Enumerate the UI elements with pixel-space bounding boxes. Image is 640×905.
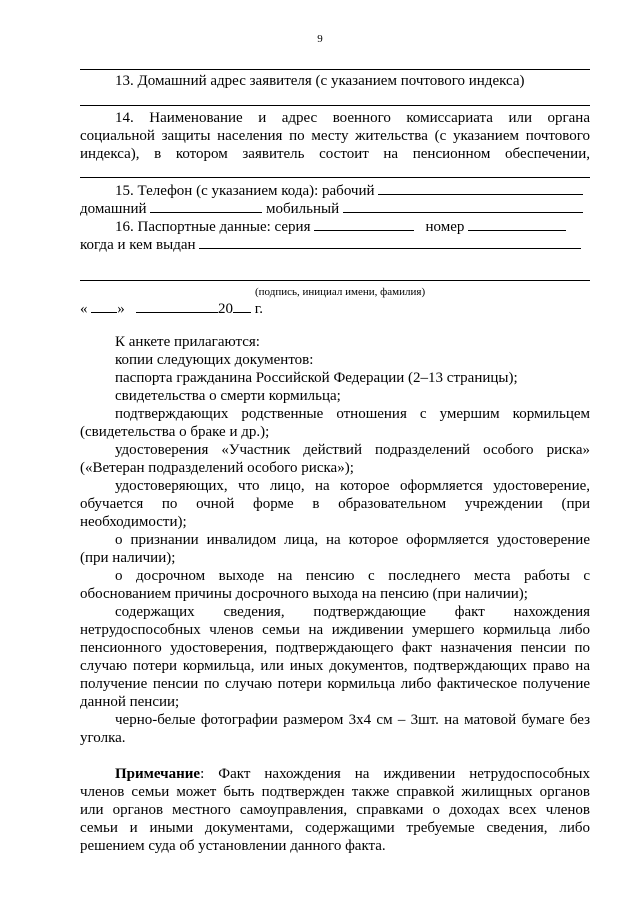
passport-series-label: 16. Паспортные данные: серия (115, 219, 311, 235)
attachment-line: получение пенсии по случаю потери кормильца либо фактическое получение (80, 676, 590, 692)
note-label: Примечание (115, 766, 201, 782)
phone-label: 15. Телефон (с указанием кода): рабочий (115, 183, 375, 199)
attachment-line: черно-белые фотографии размером 3х4 см – 3шт. на матовой бумаге без (115, 712, 590, 728)
item-16-line2 (80, 234, 581, 254)
attachment-line: паспорта гражданина Российской Федерации (2–13 страницы); (115, 370, 518, 386)
work-phone-blank (378, 180, 583, 195)
signature-caption: (подпись, инициал имени, фамилия) (255, 286, 426, 298)
attachment-line: (при наличии); (80, 550, 176, 566)
year-prefix: 20 (218, 301, 233, 317)
mobile-phone-label: мобильный (266, 201, 340, 217)
attachment-line: необходимости); (80, 514, 187, 530)
commissariat-blank (80, 177, 590, 178)
date-line (80, 298, 263, 318)
item-15-line2 (80, 198, 583, 218)
attachment-line: подтверждающих родственные отношения с умершим кормильцем (115, 406, 590, 422)
attachment-line: удостоверения «Участник действий подразделений особого риска» (115, 442, 590, 458)
item-15-line1 (115, 180, 583, 200)
attachment-line: данной пенсии; (80, 694, 180, 710)
passport-number-label: номер (425, 219, 465, 235)
attachment-line: удостоверяющих, что лицо, на которое оформляется удостоверение, (115, 478, 590, 494)
month-blank (136, 298, 218, 313)
attachment-line: о признании инвалидом лица, на которое оформляется удостоверение (115, 532, 590, 548)
attachment-line: (свидетельства о браке и др.); (80, 424, 270, 440)
attachment-line: пенсионного удостоверения, подтверждающего факт назначения пенсии по (80, 640, 590, 656)
date-close-quote: » (117, 301, 125, 317)
attachment-line: уголка. (80, 730, 126, 746)
series-blank (314, 216, 414, 231)
attachment-line: о досрочном выходе на пенсию с последнего места работы с (115, 568, 590, 584)
date-open-quote: « (80, 301, 88, 317)
note-line3: или органов местного самоуправления, справками о доходах всех членов (80, 802, 590, 818)
item-14-line3: индекса), в котором заявитель состоит на пенсионном обеспечении, (80, 146, 590, 162)
attachment-line: обоснованием причины досрочного выхода на пенсию (при наличии); (80, 586, 528, 602)
number-blank (468, 216, 566, 231)
home-phone-label: домашний (80, 201, 147, 217)
signature-line (80, 280, 590, 281)
item-14-line2: социальной защиты населения по месту жительства (с указанием почтового (80, 128, 590, 144)
note-line4: семьи и иными документами, содержащими требуемые сведения, либо (80, 820, 590, 836)
attachments-heading: К анкете прилагаются: (115, 334, 260, 350)
item-14-line1: 14. Наименование и адрес военного комиссариата или органа (115, 110, 590, 126)
note-text: : Факт нахождения на иждивении нетрудоспособных (200, 766, 590, 782)
issued-label: когда и кем выдан (80, 237, 196, 253)
page-number: 9 (317, 33, 323, 45)
year-blank (233, 298, 251, 313)
day-blank (91, 298, 117, 313)
blank-line (80, 69, 590, 70)
address-blank (80, 105, 590, 106)
item-13-text: 13. Домашний адрес заявителя (с указанием почтового индекса) (115, 73, 525, 89)
attachment-line: свидетельства о смерти кормильца; (115, 388, 341, 404)
attachment-line: случаю потери кормильца, или иных документов, подтверждающих право на (80, 658, 590, 674)
item-16-line1 (115, 216, 566, 236)
attachment-line: обучается по очной форме в образовательном учреждении (при (80, 496, 590, 512)
note-line1 (115, 765, 590, 783)
attachment-line: копии следующих документов: (115, 352, 314, 368)
year-suffix: г. (254, 301, 263, 317)
note-line2: членов семьи может быть подтвержден также справкой жилищных органов (80, 784, 590, 800)
note-line5: решением суда об установлении данного факта. (80, 838, 386, 854)
attachment-line: («Ветеран подразделений особого риска»); (80, 460, 354, 476)
attachment-line: нетрудоспособных членов семьи на иждивении умершего кормильца либо (80, 622, 590, 638)
attachment-line: содержащих сведения, подтверждающие факт нахождения (115, 604, 590, 620)
issued-blank (199, 234, 581, 249)
home-phone-blank (150, 198, 262, 213)
mobile-phone-blank (343, 198, 583, 213)
